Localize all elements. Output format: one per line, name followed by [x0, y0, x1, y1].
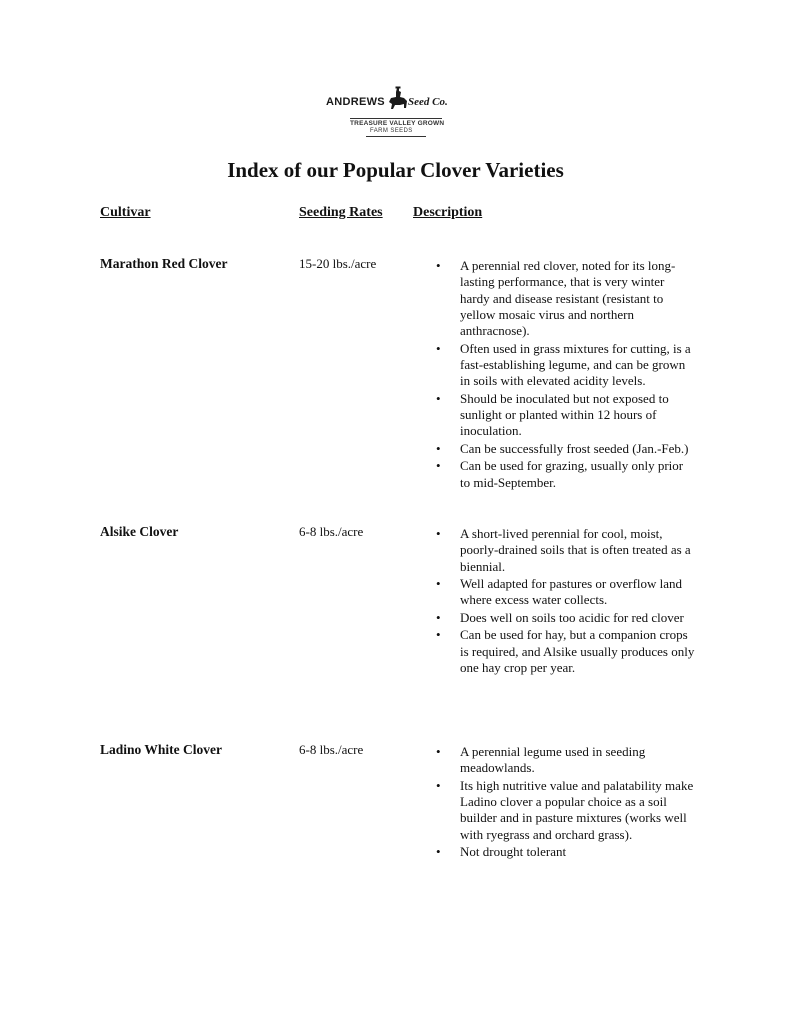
logo-seed-co-text: Seed Co. [408, 96, 448, 108]
description-item: • Can be used for hay, but a companion crops is required, and Alsike usually produces only one hay crop per year. [436, 627, 696, 676]
description-item: • Often used in grass mixtures for cutting, is a fast-establishing legume, and can be grown in soils with elevated acidity levels. [436, 341, 696, 390]
description-list [436, 744, 696, 862]
logo-rule-top [350, 118, 442, 119]
cultivar-name: Ladino White Clover [100, 742, 223, 757]
description-item: • Well adapted for pastures or overflow land where excess water collects. [436, 576, 696, 609]
logo-subtagline: FARM SEEDS [370, 128, 413, 134]
header-cultivar: Cultivar [100, 205, 151, 220]
horse-rider-icon [386, 86, 410, 116]
description-item: • A perennial legume used in seeding meadowlands. [436, 744, 696, 777]
description-list [436, 258, 696, 492]
cultivar-name: Marathon Red Clover [100, 256, 228, 271]
seeding-rate: 6-8 lbs./acre [299, 524, 364, 539]
description-item: • Can be used for grazing, usually only prior to mid-September. [436, 458, 696, 491]
description-list [436, 526, 696, 677]
seeding-rate: 15-20 lbs./acre [299, 256, 377, 271]
page-title: Index of our Popular Clover Varieties [227, 158, 564, 182]
description-item: • A short-lived perennial for cool, moist, poorly-drained soils that is often treated as a biennial. [436, 526, 696, 575]
logo-tagline: TREASURE VALLEY GROWN [350, 120, 445, 127]
logo-brand-text: ANDREWS [326, 96, 385, 108]
description-item: • Should be inoculated but not exposed to sunlight or planted within 12 hours of inoculation. [436, 391, 696, 440]
description-item: • Does well on soils too acidic for red clover [436, 610, 696, 626]
company-logo [322, 86, 468, 142]
cultivar-name: Alsike Clover [100, 524, 179, 539]
logo-rule-bottom [366, 136, 426, 137]
description-item: • A perennial red clover, noted for its long-lasting performance, that is very winter hardy and disease resistant (resistant to yellow mosaic virus and northern anthracnose). [436, 258, 696, 339]
description-item: • Its high nutritive value and palatability make Ladino clover a popular choice as a soil builder and in pasture mixtures (works well with ryegrass and orchard grass). [436, 778, 696, 843]
header-description: Description [413, 205, 483, 220]
description-item: • Can be successfully frost seeded (Jan.-Feb.) [436, 441, 696, 457]
seeding-rate: 6-8 lbs./acre [299, 742, 364, 757]
description-item: • Not drought tolerant [436, 844, 696, 860]
header-seeding-rates: Seeding Rates [299, 205, 383, 220]
